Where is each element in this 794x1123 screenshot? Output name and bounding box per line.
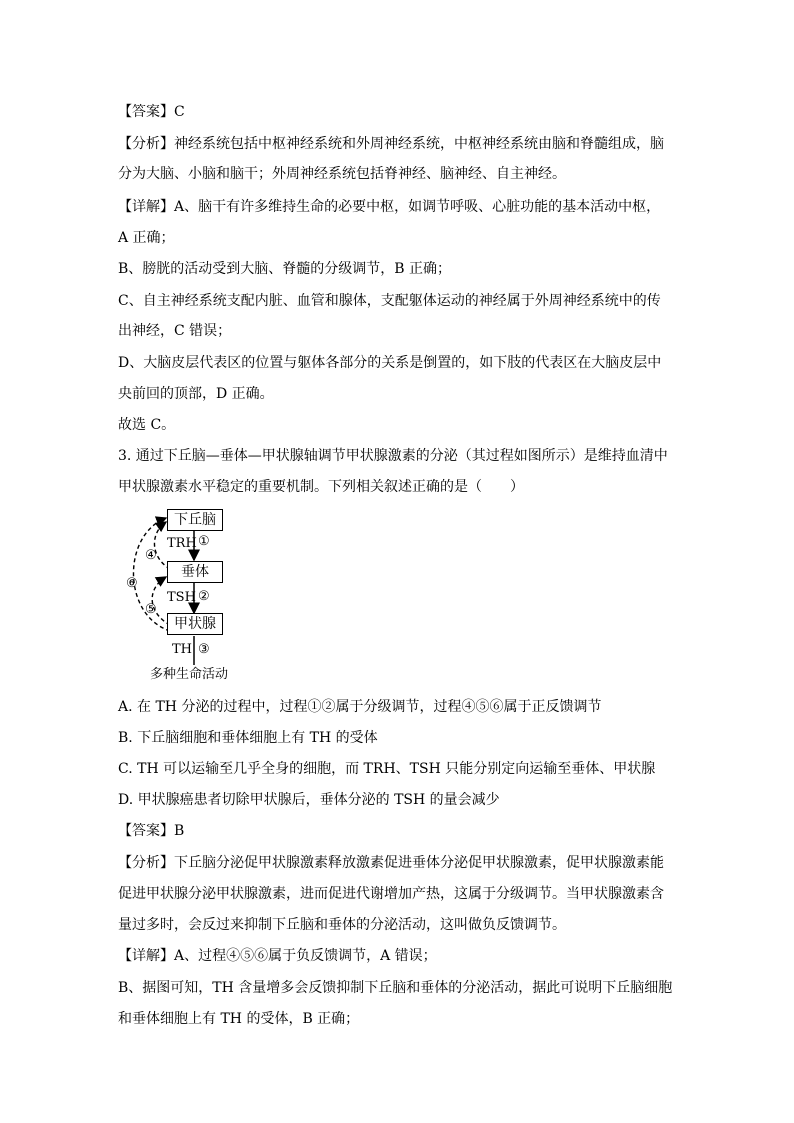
- hormone-axis-diagram: [118, 505, 278, 685]
- detail-line: D、大脑皮层代表区的位置与躯体各部分的关系是倒置的，如下肢的代表区在大脑皮层中: [118, 355, 662, 371]
- question-stem: 甲状腺激素水平稳定的重要机制。下列相关叙述正确的是（ ）: [118, 479, 524, 495]
- step-1-marker: ①: [198, 534, 210, 549]
- detail-line: 和垂体细胞上有 TH 的受体，B 正确；: [118, 1011, 360, 1027]
- option-d: D. 甲状腺癌患者切除甲状腺后，垂体分泌的 TSH 的量会减少: [118, 792, 500, 808]
- answer-line: 【答案】B: [118, 823, 185, 839]
- pituitary-box: 垂体: [167, 561, 223, 583]
- detail-line: 故选 C。: [118, 417, 176, 433]
- trh-label: TRH: [167, 536, 197, 551]
- option-b: B. 下丘脑细胞和垂体细胞上有 TH 的受体: [118, 730, 378, 746]
- detail-line: 【详解】A、脑干有许多维持生命的必要中枢，如调节呼吸、心脏功能的基本活动中枢，: [118, 199, 661, 215]
- detail-line: 央前回的顶部，D 正确。: [118, 386, 274, 402]
- thyroid-box: 甲状腺: [167, 613, 223, 635]
- question-stem: 3. 通过下丘脑—垂体—甲状腺轴调节甲状腺激素的分泌（其过程如图所示）是维持血清中: [118, 448, 668, 464]
- analysis-line: 分为大脑、小脑和脑干；外周神经系统包括脊神经、脑神经、自主神经。: [118, 166, 566, 182]
- detail-line: A 正确；: [118, 230, 175, 246]
- output-label: 多种生命活动: [150, 667, 229, 682]
- option-a: A. 在 TH 分泌的过程中，过程①②属于分级调节，过程④⑤⑥属于正反馈调节: [118, 699, 602, 715]
- option-c: C. TH 可以运输至几乎全身的细胞，而 TRH、TSH 只能分别定向运输至垂体、甲状腺: [118, 761, 656, 777]
- analysis-line: 【分析】神经系统包括中枢神经系统和外周神经系统，中枢神经系统由脑和脊髓组成，脑: [118, 136, 664, 152]
- analysis-line: 【分析】下丘脑分泌促甲状腺激素释放激素促进垂体分泌促甲状腺激素，促甲状腺激素能: [118, 855, 664, 871]
- step-3-marker: ③: [198, 642, 210, 657]
- detail-line: B、据图可知，TH 含量增多会反馈抑制下丘脑和垂体的分泌活动，据此可说明下丘脑细胞: [118, 980, 673, 996]
- hypothalamus-box: 下丘脑: [167, 509, 223, 531]
- th-label: TH: [172, 642, 193, 657]
- tsh-label: TSH: [167, 590, 196, 605]
- answer-line: 【答案】C: [118, 104, 185, 120]
- step-2-marker: ②: [198, 589, 210, 604]
- detail-line: C、自主神经系统支配内脏、血管和腺体，支配躯体运动的神经属于外周神经系统中的传: [118, 293, 661, 309]
- analysis-line: 促进甲状腺分泌甲状腺激素，进而促进代谢增加产热，这属于分级调节。当甲状腺激素含: [118, 886, 664, 902]
- detail-line: 【详解】A、过程④⑤⑥属于负反馈调节，A 错误；: [118, 948, 437, 964]
- step-6-marker: ⑥: [126, 576, 138, 591]
- detail-line: B、膀胱的活动受到大脑、脊髓的分级调节，B 正确；: [118, 261, 452, 277]
- detail-line: 出神经，C 错误；: [118, 323, 232, 339]
- step-4-marker: ④: [145, 548, 157, 563]
- step-5-marker: ⑤: [145, 602, 157, 617]
- analysis-line: 量过多时，会反过来抑制下丘脑和垂体的分泌活动，这叫做负反馈调节。: [118, 917, 566, 933]
